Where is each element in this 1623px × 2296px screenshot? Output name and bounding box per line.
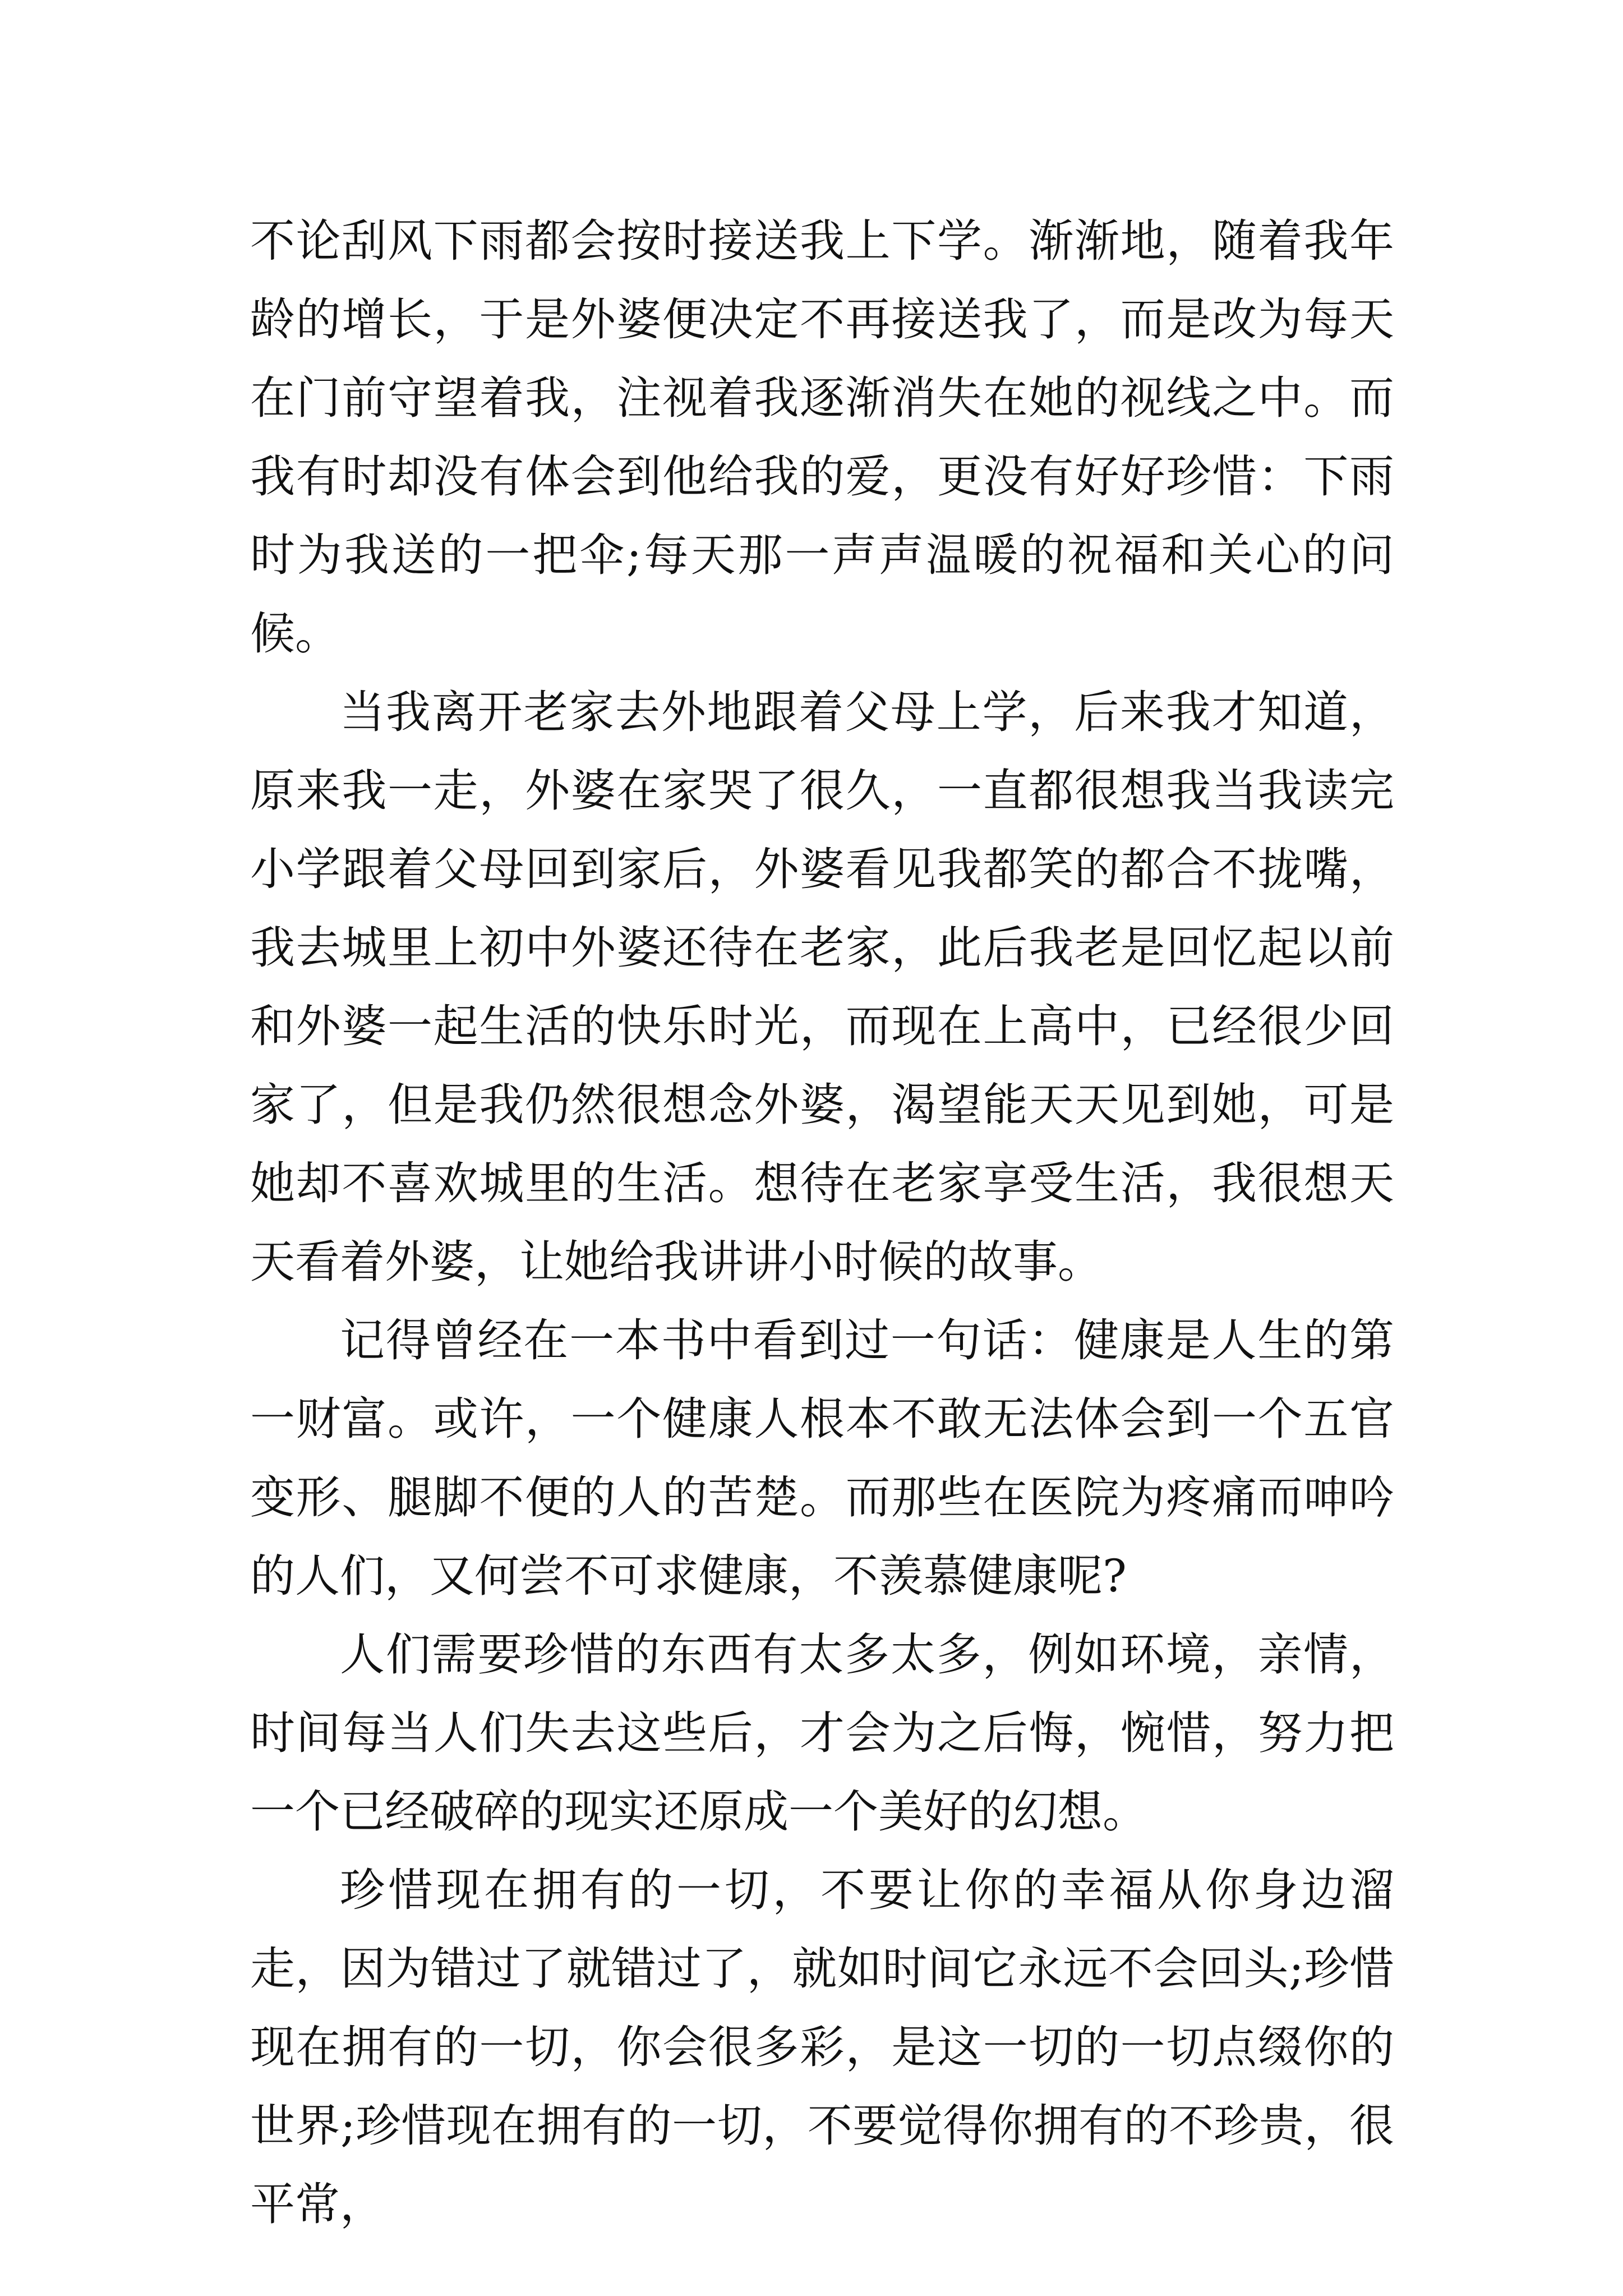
paragraph-cherish-now: 珍惜现在拥有的一切，不要让你的幸福从你身边溜走，因为错过了就错过了，就如时间它永远不会回头;珍惜现在拥有的一切，你会很多彩，是这一切的一切点缀你的世界;珍惜现在拥有的一切，不要觉得你拥有的不珍贵，很平常，	[250, 1864, 1394, 2230]
paragraph-grandmother-memories: 当我离开老家去外地跟着父母上学，后来我才知道，原来我一走，外婆在家哭了很久，一直都很想我当我读完小学跟着父母回到家后，外婆看见我都笑的都合不拢嘴，我去城里上初中外婆还待在老家，此后我老是回忆起以前和外婆一起生活的快乐时光，而现在上高中，已经很少回家了，但是我仍然很想念外婆，渴望能天天见到她，可是她却不喜欢城里的生活。想待在老家享受生活，我很想天天看着外婆，让她给我讲讲小时候的故事。	[250, 686, 1394, 1288]
paragraph-continuation: 不论刮风下雨都会按时接送我上下学。渐渐地，随着我年龄的增长，于是外婆便决定不再接送我了，而是改为每天在门前守望着我，注视着我逐渐消失在她的视线之中。而我有时却没有体会到他给我的爱，更没有好好珍惜：下雨时为我送的一把伞;每天那一声声温暖的祝福和关心的问候。	[250, 215, 1394, 660]
paragraph-health: 记得曾经在一本书中看到过一句话：健康是人生的第一财富。或许，一个健康人根本不敢无法体会到一个五官变形、腿脚不便的人的苦楚。而那些在医院为疼痛而呻吟的人们，又何尝不可求健康，不羡慕健康呢?	[250, 1314, 1394, 1602]
paragraph-things-to-cherish: 人们需要珍惜的东西有太多太多，例如环境，亲情，时间每当人们失去这些后，才会为之后悔，惋惜，努力把一个已经破碎的现实还原成一个美好的幻想。	[250, 1628, 1394, 1838]
document-body	[250, 202, 1394, 2244]
